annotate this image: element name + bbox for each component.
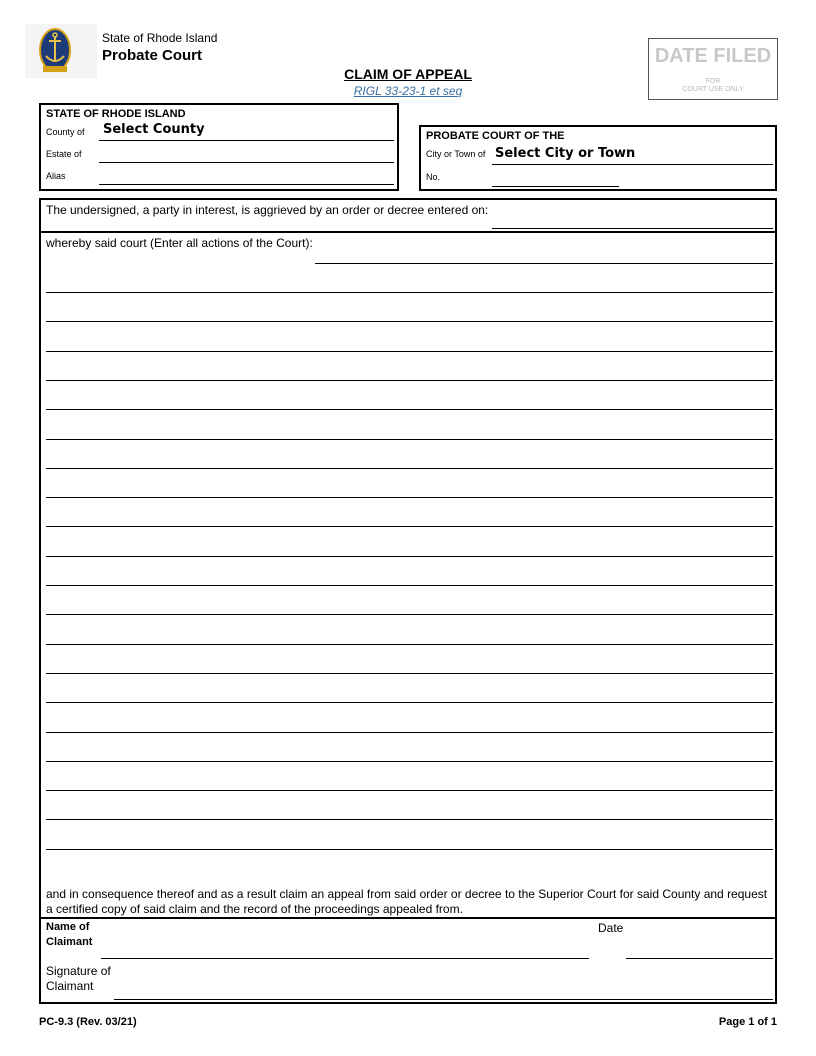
city-label: City or Town of xyxy=(426,149,486,159)
claimant-name-underline[interactable] xyxy=(101,958,589,959)
signature-underline[interactable] xyxy=(114,999,773,1000)
court-name: Probate Court xyxy=(102,47,203,64)
aggrieved-text: The undersigned, a party in interest, is aggrieved by an order or decree entered on: xyxy=(46,203,489,217)
action-line[interactable] xyxy=(46,790,773,791)
no-label: No. xyxy=(426,172,441,182)
city-underline xyxy=(492,164,773,165)
date-filed-for: FOR xyxy=(705,78,721,85)
action-line[interactable] xyxy=(46,761,773,762)
anchor-icon xyxy=(25,24,97,78)
name-label-2: Claimant xyxy=(46,936,93,948)
name-label-1: Name of xyxy=(46,921,90,933)
statute-link[interactable]: RIGL 33-23-1 et seq xyxy=(353,84,463,98)
county-select[interactable]: Select County xyxy=(103,122,205,137)
court-actions-box xyxy=(39,231,777,919)
signature-box xyxy=(39,917,777,1004)
action-line-first[interactable] xyxy=(315,263,773,264)
case-number-underline xyxy=(492,186,619,187)
action-line[interactable] xyxy=(46,673,773,674)
action-line[interactable] xyxy=(46,614,773,615)
action-line[interactable] xyxy=(46,497,773,498)
estate-label: Estate of xyxy=(46,149,82,159)
action-line[interactable] xyxy=(46,849,773,850)
date-underline[interactable] xyxy=(626,958,773,959)
date-label: Date xyxy=(598,921,624,935)
estate-underline xyxy=(99,162,394,163)
consequence-text-1: and in consequence thereof and as a result claim an appeal from said order or decree to the Superior Court for said County and request xyxy=(46,887,768,901)
rhode-island-seal xyxy=(25,24,97,78)
action-line[interactable] xyxy=(46,702,773,703)
form-title: CLAIM OF APPEAL xyxy=(344,66,472,82)
action-line[interactable] xyxy=(46,585,773,586)
date-filed-title: DATE FILED xyxy=(654,45,772,67)
city-select[interactable]: Select City or Town xyxy=(495,146,636,161)
action-line[interactable] xyxy=(46,644,773,645)
action-line[interactable] xyxy=(46,351,773,352)
action-line[interactable] xyxy=(46,409,773,410)
signature-label-2: Claimant xyxy=(46,979,94,993)
form-number: PC-9.3 (Rev. 03/21) xyxy=(39,1016,137,1028)
probate-court-heading: PROBATE COURT OF THE xyxy=(426,130,565,142)
action-line[interactable] xyxy=(46,732,773,733)
action-line[interactable] xyxy=(46,819,773,820)
date-filed-use: COURT USE ONLY xyxy=(682,86,744,93)
whereby-text: whereby said court (Enter all actions of the Court): xyxy=(46,236,313,250)
state-heading: STATE OF RHODE ISLAND xyxy=(46,108,186,120)
order-date-underline[interactable] xyxy=(492,228,773,229)
action-line[interactable] xyxy=(46,468,773,469)
action-line[interactable] xyxy=(46,292,773,293)
action-line[interactable] xyxy=(46,321,773,322)
date-filed-box xyxy=(648,38,778,100)
action-line[interactable] xyxy=(46,526,773,527)
county-label: County of xyxy=(46,127,85,137)
signature-label-1: Signature of xyxy=(46,964,111,978)
consequence-text-2: a certified copy of said claim and the record of the proceedings appealed from. xyxy=(46,902,463,916)
action-line[interactable] xyxy=(46,380,773,381)
action-line[interactable] xyxy=(46,556,773,557)
action-line[interactable] xyxy=(46,439,773,440)
state-line: State of Rhode Island xyxy=(102,31,218,45)
page-number: Page 1 of 1 xyxy=(718,1016,777,1028)
alias-label: Alias xyxy=(46,171,66,181)
alias-underline xyxy=(99,184,394,185)
county-underline xyxy=(99,140,394,141)
